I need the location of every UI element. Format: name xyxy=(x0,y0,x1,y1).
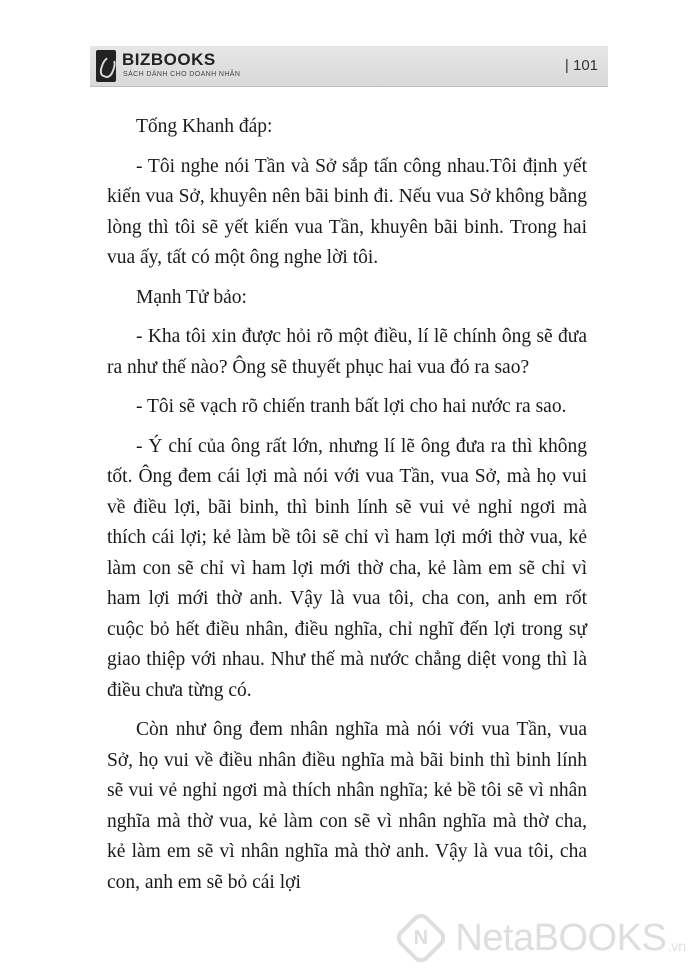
paragraph: Mạnh Tử bảo: xyxy=(136,286,247,308)
paragraph: - Tôi sẽ vạch rõ chiến tranh bất lợi cho hai nước ra sao. xyxy=(136,396,567,417)
page-header xyxy=(90,46,608,87)
paragraph: Còn như ông đem nhân nghĩa mà nói với vua Tần, vua Sở, họ vui về điều nhân điều nghĩa mà bãi binh thì binh lính sẽ vui vẻ nghỉ ngơi mà thích nhân nghĩa; kẻ bề tôi sẽ vì nhân nghĩa mà thờ vua, kẻ làm con sẽ vì nhân nghĩa mà thờ cha, kẻ làm em sẽ vì nhân nghĩa mà thờ anh. Vậy là vua tôi, cha con, anh em sẽ bỏ cái lợi xyxy=(107,719,587,893)
netabooks-logo-icon: N xyxy=(393,910,450,967)
watermark-suffix: .vn xyxy=(667,938,686,954)
page-number: | 101 xyxy=(564,57,598,74)
paragraph: - Kha tôi xin được hỏi rõ một điều, lí lẽ chính ông sẽ đưa ra như thế nào? Ông sẽ thuyết phục hai vua đó ra sao? xyxy=(107,326,587,378)
brand-name: BIZBOOKS xyxy=(122,50,216,69)
brand-tagline: SÁCH DÀNH CHO DOANH NHÂN xyxy=(123,71,241,78)
paragraph: - Tôi nghe nói Tần và Sở sắp tấn công nhau.Tôi định yết kiến vua Sở, khuyên nên bãi binh đi. Nếu vua Sở không bằng lòng thì tôi sẽ yết kiến vua Tần, khuyên bãi binh. Trong hai vua ấy, tất có một ông nghe lời tôi. xyxy=(107,155,587,268)
watermark-text: NetaBOOKS xyxy=(455,916,667,959)
paragraph: - Ý chí của ông rất lớn, nhưng lí lẽ ông đưa ra thì không tốt. Ông đem cái lợi mà nói với vua Tần, vua Sở, mà họ vui về điều lợi, bãi binh, thì binh lính sẽ vui vẻ nghỉ ngơi mà thích cái lợi; kẻ làm bề tôi sẽ chỉ vì ham lợi mới thờ vua, kẻ làm con sẽ chỉ vì ham lợi mới thờ cha, kẻ làm em sẽ chỉ vì ham lợi mới thờ anh. Vậy là vua tôi, cha con, anh em rốt cuộc bỏ hết điều nhân, điều nghĩa, chỉ nghĩ đến lợi trong sự giao thiệp với nhau. Như thế mà nước chẳng diệt vong thì là điều chưa từng có. xyxy=(107,435,587,701)
body-text xyxy=(107,112,587,907)
watermark xyxy=(401,912,686,964)
bizbooks-logo-icon xyxy=(96,50,116,82)
paragraph: Tống Khanh đáp: xyxy=(136,116,273,137)
